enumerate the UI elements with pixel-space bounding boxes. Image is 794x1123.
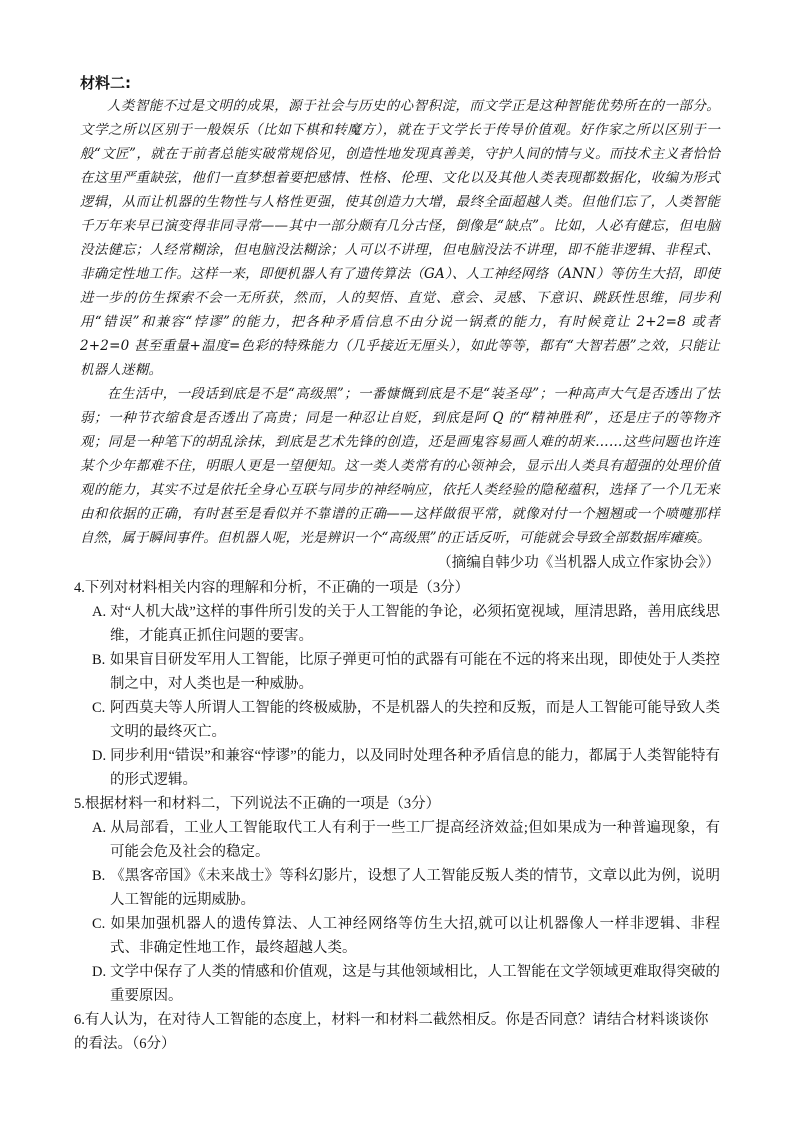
option-d bbox=[80, 744, 720, 792]
option-letter: C. bbox=[92, 916, 106, 932]
question-stem: 6.有人认为，在对待人工智能的态度上，材料一和材料二截然相反。你是否同意？请结合材料谈谈你的看法。（6分） bbox=[74, 1012, 709, 1052]
exam-page bbox=[74, 72, 720, 1056]
option-text: 对“人机大战”这样的事件所引发的关于人工智能的争论，必须拓宽视域，厘清思路，善用底线思维，才能真正抓住问题的要害。 bbox=[110, 604, 720, 644]
material-paragraph-1: 人类智能不过是文明的成果，源于社会与历史的心智积淀，而文学正是这种智能优势所在的一部分。文学之所以区别于一般娱乐（比如下棋和转魔方），就在于文学长于传导价值观。好作家之所以区别于一般“文匠”，就在于前者总能实破常规俗见，创造性地发现真善美，守护人间的情与义。而技术主义者恰恰在这里严重缺弦，他们一直梦想着要把感情、性格、伦理、文化以及其他人类表现都数据化，收编为形式逻辑，从而让机器的生物性与人格性更强，使其创造力大增，最终全面超越人类。但他们忘了，人类智能千万年来早已演变得非同寻常——其中一部分颇有几分古怪，倒像是“缺点”。比如，人必有健忘，但电脑没法健忘；人经常糊涂，但电脑没法糊涂；人可以不讲理，但电脑没法不讲理，即不能非逻辑、非程式、非确定性地工作。这样一来，即便机器人有了遗传算法（GA）、人工神经网络（ANN）等仿生大招，即使进一步的仿生探索不会一无所获，然而，人的契悟、直觉、意会、灵感、下意识、跳跃性思维，同步利用“错误”和兼容“悖谬”的能力，把各种矛盾信息不由分说一锅煮的能力，有时候竟让 2+2=8 或者 2+2=0 甚至重量+温度=色彩的特殊能力（几乎接近无厘头），如此等等，都有“大智若愚”之效，只能让机器人迷糊。 bbox=[80, 98, 720, 378]
option-letter: D. bbox=[92, 748, 107, 764]
material-heading: 材料二: bbox=[80, 74, 131, 92]
material-source: （摘编自韩少功《当机器人成立作家协会》） bbox=[437, 555, 720, 571]
option-text: 文学中保存了人类的情感和价值观，这是与其他领域相比，人工智能在文学领域更难取得突破的重要原因。 bbox=[110, 964, 720, 1004]
option-c bbox=[80, 912, 720, 960]
option-c bbox=[80, 696, 720, 744]
option-d bbox=[80, 960, 720, 1008]
question-stem: 4.下列对材料相关内容的理解和分析，不正确的一项是（3分） bbox=[74, 580, 470, 596]
option-letter: B. bbox=[92, 652, 106, 668]
question-6 bbox=[74, 1008, 720, 1056]
option-letter: C. bbox=[92, 700, 106, 716]
material-paragraph-2: 在生活中，一段话到底是不是“高级黑”；一番慷慨到底是不是“装圣母”；一种高声大气是否透出了怯弱；一种节衣缩食是否透出了高贵；同是一种忍让自贬，到底是阿 Q 的“精神胜利”，还是庄子的等物齐观；同是一种笔下的胡乱涂抹，到底是艺术先锋的创造，还是画鬼容易画人难的胡来……这些问题也许连某个少年都难不住，明眼人更是一望便知。这一类人类常有的心领神会，显示出人类具有超强的处理价值观的能力，其实不过是依托全身心互联与同步的神经响应，依托人类经验的隐秘蕴积，选择了一个几无来由和依据的正确，有时甚至是看似并不靠谱的正确——这样做很平常，就像对付一个翘翘或一个喷嚏那样自然，属于瞬间事件。但机器人呢，光是辨识一个“高级黑”的正话反听，可能就会导致全部数据库瘫痪。 bbox=[80, 386, 720, 546]
option-a bbox=[80, 600, 720, 648]
option-letter: A. bbox=[92, 604, 107, 620]
option-a bbox=[80, 816, 720, 864]
question-stem: 5.根据材料一和材料二，下列说法不正确的一项是（3分） bbox=[74, 796, 441, 812]
option-text: 同步利用“错误”和兼容“悖谬”的能力，以及同时处理各种矛盾信息的能力，都属于人类智能特有的形式逻辑。 bbox=[110, 748, 720, 788]
option-text: 如果加强机器人的遗传算法、人工神经网络等仿生大招,就可以让机器像人一样非逻辑、非程式、非确定性地工作，最终超越人类。 bbox=[110, 916, 720, 956]
option-text: 从局部看，工业人工智能取代工人有利于一些工厂提高经济效益;但如果成为一种普遍现象，有可能会危及社会的稳定。 bbox=[110, 820, 720, 860]
question-4 bbox=[74, 576, 720, 792]
option-letter: B. bbox=[92, 868, 106, 884]
question-5 bbox=[74, 792, 720, 1008]
option-letter: D. bbox=[92, 964, 107, 980]
option-b bbox=[80, 864, 720, 912]
option-text: 《黑客帝国》《未来战士》等科幻影片，设想了人工智能反叛人类的情节，文章以此为例，说明人工智能的远期威胁。 bbox=[110, 868, 720, 908]
option-letter: A. bbox=[92, 820, 107, 836]
option-text: 阿西莫夫等人所谓人工智能的终极威胁，不是机器人的失控和反叛，而是人工智能可能导致人类文明的最终灭亡。 bbox=[110, 700, 720, 740]
option-text: 如果盲目研发军用人工智能，比原子弹更可怕的武器有可能在不远的将来出现，即使处于人类控制之中，对人类也是一种威胁。 bbox=[110, 652, 720, 692]
option-b bbox=[80, 648, 720, 696]
